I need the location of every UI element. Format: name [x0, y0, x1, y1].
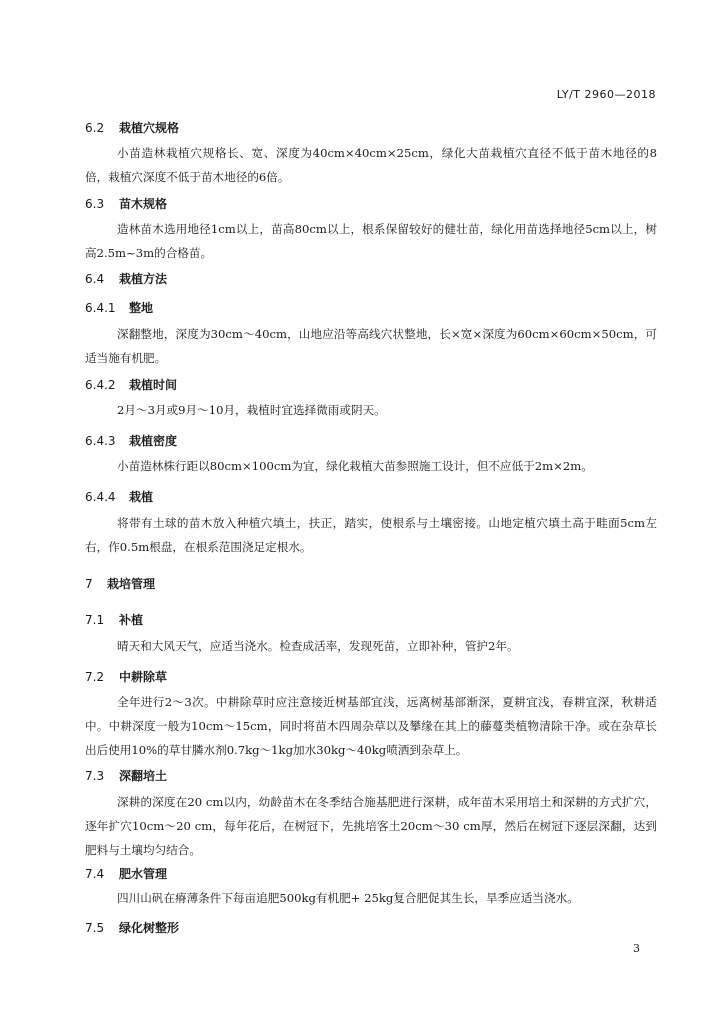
section-title: 中耕除草 — [119, 670, 168, 684]
paragraph-7-4: 四川山矾在瘠薄条件下每亩追肥500kg有机肥+ 25kg复合肥促其生长，旱季应适当浇水。 — [117, 891, 579, 905]
paragraph-6-3: 造林苗木选用地径1cm以上，苗高80cm以上，根系保留较好的健壮苗，绿化用苗选择地径5cm以上，树高2.5m~3m的合格苗。 — [85, 222, 657, 260]
section-title: 深翻培土 — [119, 769, 168, 783]
section-title: 栽植密度 — [129, 434, 178, 448]
section-heading-6-4-2 — [85, 376, 177, 393]
section-heading-7-4 — [85, 865, 167, 882]
section-heading-7 — [85, 575, 155, 592]
paragraph-6-4-1: 深翻整地，深度为30cm～40cm，山地应沿等高线穴状整地，长×宽×深度为60cm×60cm×50cm，可适当施有机肥。 — [85, 327, 657, 365]
section-title: 栽培管理 — [107, 577, 156, 591]
section-title: 整地 — [129, 301, 154, 315]
section-number: 6.4.3 — [85, 434, 116, 448]
paragraph-6-4-4: 将带有土球的苗木放入种植穴填土，扶正，踏实，使根系与土壤密接。山地定植穴填土高于畦面5cm左右，作0.5m根盘，在根系范围浇足定根水。 — [85, 516, 657, 554]
section-number: 6.4.4 — [85, 490, 116, 504]
section-number: 7.4 — [85, 867, 105, 881]
section-title: 栽植穴规格 — [119, 121, 180, 135]
section-heading-7-5 — [85, 919, 179, 936]
section-heading-6-4-1 — [85, 299, 153, 316]
section-number: 6.3 — [85, 197, 105, 211]
section-heading-6-3 — [85, 195, 167, 212]
paragraph-6-4-3: 小苗造林株行距以80cm×100cm为宜，绿化栽植大苗参照施工设计，但不应低于2m×2m。 — [117, 459, 593, 473]
section-title: 栽植时间 — [129, 378, 178, 392]
section-number: 7.3 — [85, 769, 105, 783]
section-title: 苗木规格 — [119, 197, 168, 211]
standard-code: LY/T 2960—2018 — [556, 88, 656, 101]
paragraph-7-2: 全年进行2～3次。中耕除草时应注意接近树基部宜浅，远离树基部渐深，夏耕宜浅，春耕宜深，秋耕适中。中耕深度一般为10cm～15cm，同时将苗木四周杂草以及攀缘在其上的藤蔓类植物清除干净。或在杂草长出后使用10%的草甘膦水剂0.7kg～1kg加水30kg～40kg喷洒到杂草上。 — [85, 695, 657, 757]
section-number: 7 — [85, 577, 93, 591]
section-number: 7.5 — [85, 921, 105, 935]
section-heading-7-1 — [85, 611, 143, 628]
page-number: 3 — [633, 942, 640, 955]
section-heading-7-3 — [85, 767, 167, 784]
paragraph-7-1: 晴天和大风天气，应适当浇水。检查成活率，发现死苗，立即补种，管护2年。 — [117, 639, 519, 653]
section-heading-6-4-4 — [85, 488, 153, 505]
section-number: 6.4 — [85, 272, 105, 286]
section-title: 栽植方法 — [119, 272, 168, 286]
section-number: 6.2 — [85, 121, 105, 135]
section-title: 肥水管理 — [119, 867, 168, 881]
paragraph-6-2: 小苗造林栽植穴规格长、宽、深度为40cm×40cm×25cm，绿化大苗栽植穴直径不低于苗木地径的8倍，栽植穴深度不低于苗木地径的6倍。 — [85, 146, 657, 184]
paragraph-7-3: 深耕的深度在20 cm以内，幼龄苗木在冬季结合施基肥进行深耕，成年苗木采用培土和深耕的方式扩穴，逐年扩穴10cm～20 cm，每年花后，在树冠下，先挑培客土20cm～30 cm厚，然后在树冠下逐层深翻，达到肥料与土壤均匀结合。 — [85, 795, 657, 857]
section-number: 6.4.1 — [85, 301, 116, 315]
section-title: 补植 — [119, 613, 144, 627]
paragraph-6-4-2: 2月～3月或9月～10月，栽植时宜选择微雨或阴天。 — [117, 403, 386, 417]
section-number: 6.4.2 — [85, 378, 116, 392]
section-heading-6-4-3 — [85, 432, 177, 449]
section-heading-6-2 — [85, 119, 179, 136]
section-title: 绿化树整形 — [119, 921, 180, 935]
section-number: 7.1 — [85, 613, 105, 627]
section-heading-7-2 — [85, 668, 167, 685]
section-number: 7.2 — [85, 670, 105, 684]
section-title: 栽植 — [129, 490, 154, 504]
section-heading-6-4 — [85, 270, 167, 287]
